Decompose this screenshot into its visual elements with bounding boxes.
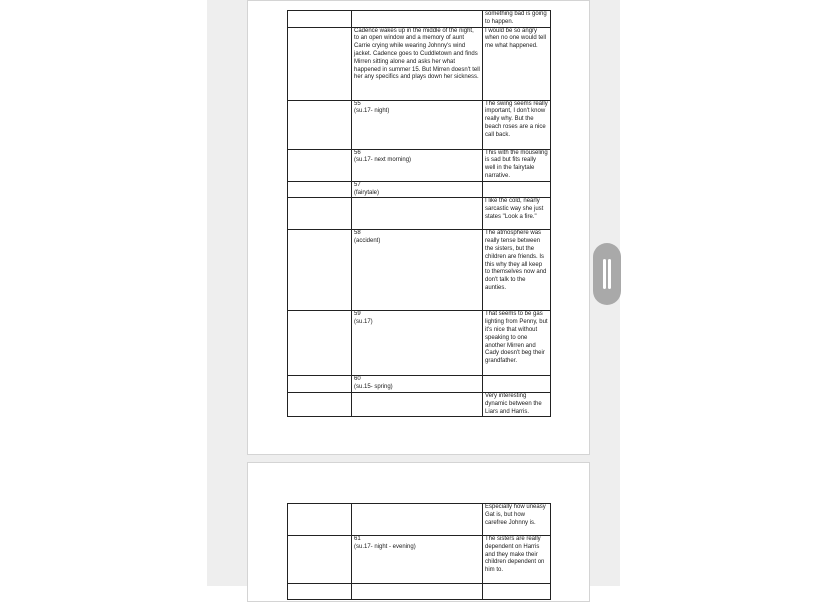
table-cell: 55 (su.17- night) (352, 100, 483, 149)
table-cell (352, 198, 483, 230)
table-cell: This with the mouseling is sad but fits really well in the fairytale narrative. (483, 149, 551, 181)
table-cell (288, 100, 352, 149)
table-row (288, 181, 551, 198)
table-cell (483, 181, 551, 198)
notes-table (287, 503, 551, 600)
table-cell: 56 (su.17- next morning) (352, 149, 483, 181)
table-cell: Cadence wakes up in the middle of the night, to an open window and a memory of aunt Carrie crying while wearing Johnny's wind jacket. Cadence goes to Cuddletown and finds Mirren sitting alone and asks her what happened in summer 15. But Mirren doesn't tell her any specifics and plays down her sickness. (352, 27, 483, 100)
table-row (288, 392, 551, 416)
table-cell: The swing seems really important, I don't know really why. But the beach roses are a nice call back. (483, 100, 551, 149)
table-cell (352, 504, 483, 536)
table-cell: 58 (accident) (352, 230, 483, 311)
table-cell (352, 11, 483, 28)
table-cell (352, 392, 483, 416)
table-cell (288, 11, 352, 28)
table-cell (288, 27, 352, 100)
table-row (288, 376, 551, 393)
table-row (288, 198, 551, 230)
table-row (288, 230, 551, 311)
table-row (288, 100, 551, 149)
table-cell (483, 376, 551, 393)
document-page-2 (247, 462, 590, 602)
table-cell (288, 311, 352, 376)
table-cell: I like the cold, nearly sarcastic way she just states "Look a fire." (483, 198, 551, 230)
document-page-1 (247, 0, 590, 455)
table-cell: 59 (su.17) (352, 311, 483, 376)
table-cell (288, 149, 352, 181)
table-cell: 61 (su.17- night - evening) (352, 536, 483, 584)
table-cell (288, 392, 352, 416)
table-row (288, 504, 551, 536)
table-cell: The sisters are really dependent on Harris and they make their children dependent on him to. (483, 536, 551, 584)
table-cell: The atmosphere was really tense between the sisters, but the children are friends. Is this why they all keep to themselves now and don't talk to the aunties. (483, 230, 551, 311)
table-cell: Very interesting dynamic between the Liars and Harris. (483, 392, 551, 416)
grip-line-icon (603, 259, 606, 289)
table-row (288, 11, 551, 28)
table-row (288, 536, 551, 584)
table-cell: 57 (fairytale) (352, 181, 483, 198)
table-cell: I would be so angry when no one would tell me what happened. (483, 27, 551, 100)
table-cell (288, 376, 352, 393)
table-cell (288, 198, 352, 230)
grip-line-icon (608, 259, 611, 289)
table-cell: That seems to be gas lighting from Penny, but it's nice that without speaking to one another Mirren and Cady doesn't beg their grandfather. (483, 311, 551, 376)
table-row (288, 27, 551, 100)
scrollbar-handle[interactable] (593, 243, 621, 305)
table-cell: something bad is going to happen. (483, 11, 551, 28)
table-cell: Especially how uneasy Gat is, but how carefree Johnny is. (483, 504, 551, 536)
table-cell (288, 504, 352, 536)
table-row (288, 149, 551, 181)
table-cell (288, 230, 352, 311)
notes-table (287, 10, 551, 417)
table-row (288, 311, 551, 376)
table-cell (288, 536, 352, 584)
table-cell: 60 (su.15- spring) (352, 376, 483, 393)
table-cell (288, 181, 352, 198)
